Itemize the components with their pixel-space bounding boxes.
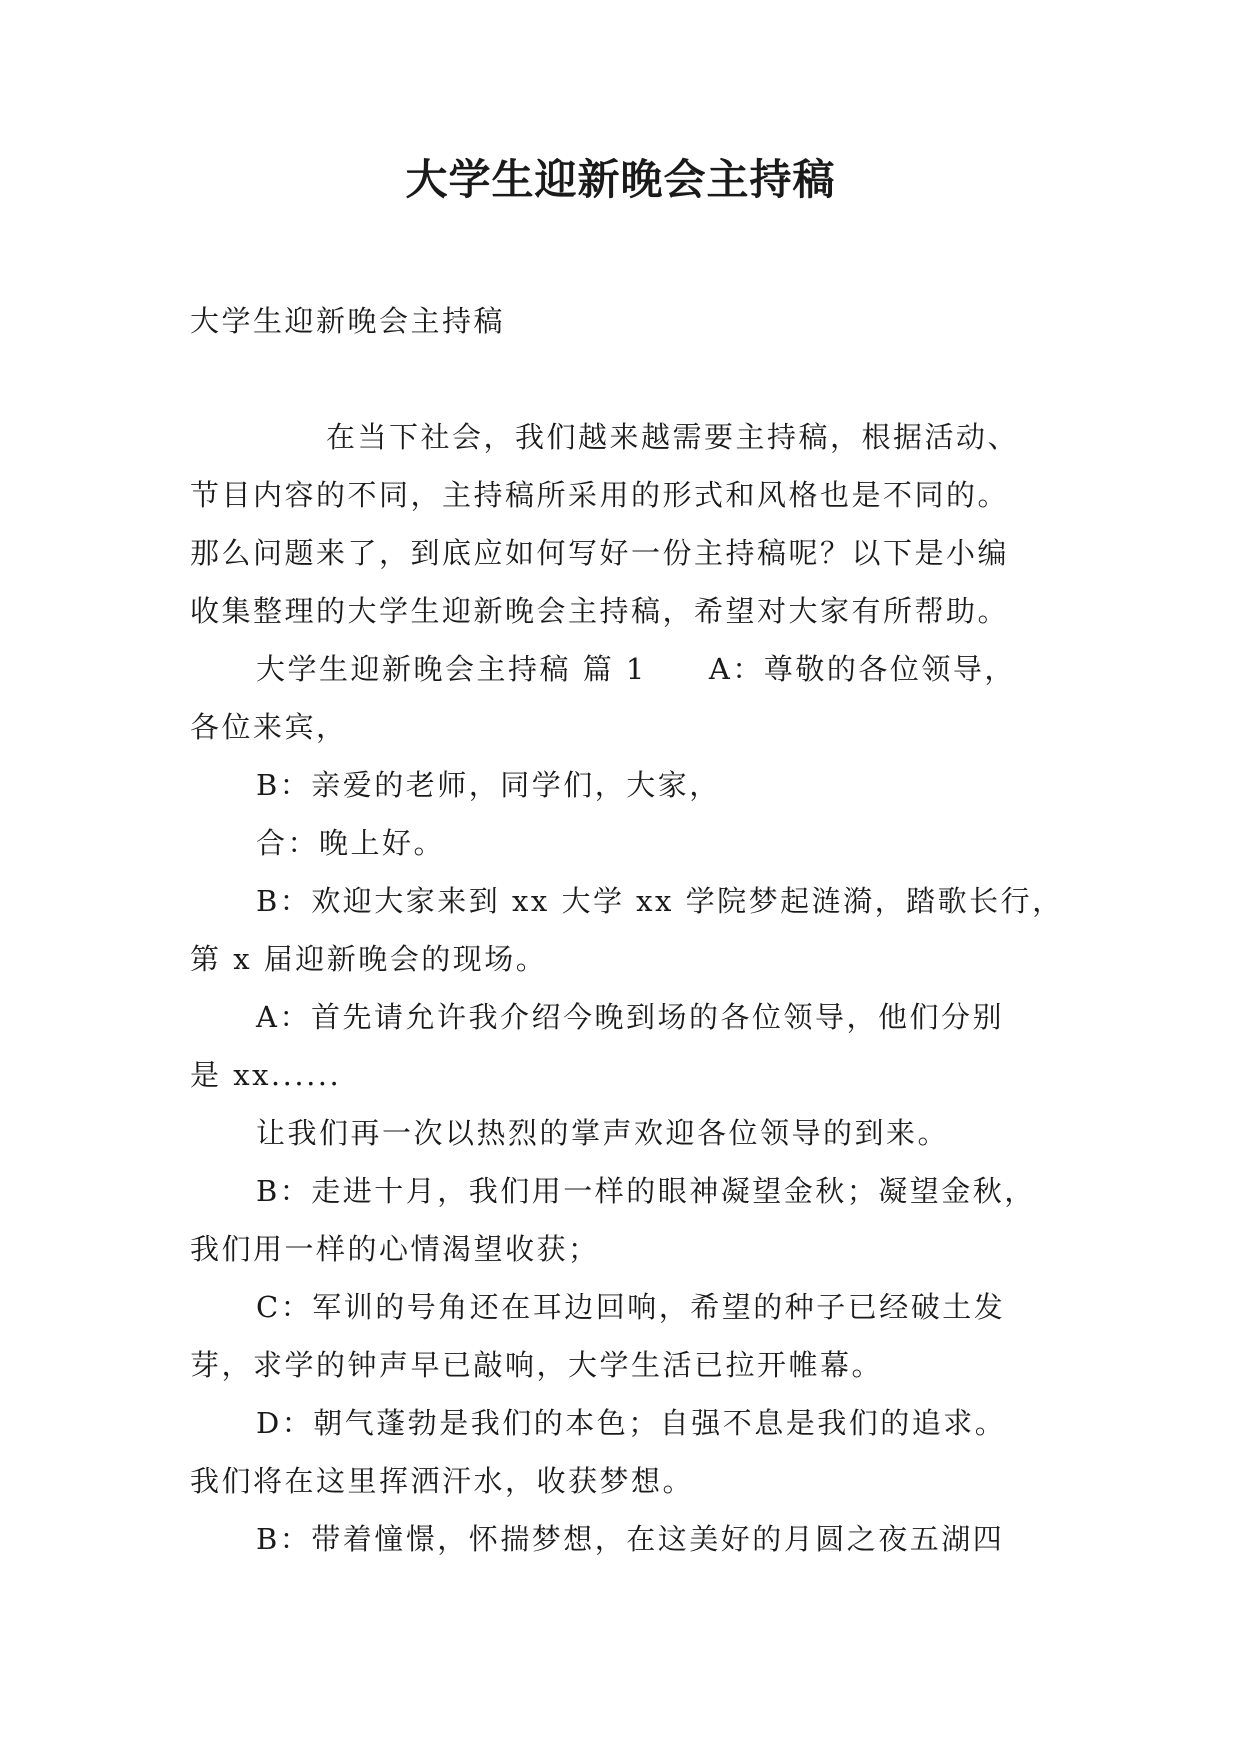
intro-line-3: 那么问题来了，到底应如何写好一份主持稿呢？以下是小编 — [190, 536, 1010, 570]
section-heading: 大学生迎新晚会主持稿 篇 1 — [256, 652, 647, 686]
paragraph-line: 各位来宾， — [190, 710, 348, 744]
section-heading-line — [190, 640, 1070, 698]
paragraph-line: C：军训的号角还在耳边回响，希望的种子已经破土发 — [256, 1290, 1006, 1324]
document-title: 大学生迎新晚会主持稿 — [405, 155, 836, 204]
intro-line-2: 节目内容的不同，主持稿所采用的形式和风格也是不同的。 — [190, 478, 1010, 512]
document-body — [190, 292, 1070, 1568]
paragraph-line: 合：晚上好。 — [256, 826, 446, 860]
paragraph-line: B：欢迎大家来到 xx 大学 xx 学院梦起涟漪，踏歌长行， — [256, 884, 1064, 918]
paragraph-line: 我们用一样的心情渴望收获； — [190, 1232, 600, 1266]
paragraph-line: 第 x 届迎新晚会的现场。 — [190, 942, 548, 976]
section-first-line: A：尊敬的各位领导， — [708, 652, 1016, 686]
paragraph-line: B：亲爱的老师，同学们，大家， — [256, 768, 721, 802]
document-subtitle: 大学生迎新晚会主持稿 — [190, 304, 506, 338]
paragraph-line: 我们将在这里挥洒汗水，收获梦想。 — [190, 1464, 695, 1498]
intro-line-1: 在当下社会，我们越来越需要主持稿，根据活动、 — [326, 420, 1020, 454]
paragraph-line: 芽，求学的钟声早已敲响，大学生活已拉开帷幕。 — [190, 1348, 884, 1382]
paragraph-line: 是 xx...... — [190, 1058, 342, 1092]
paragraph-line: D：朝气蓬勃是我们的本色；自强不息是我们的追求。 — [256, 1406, 1007, 1440]
paragraph-line: 让我们再一次以热烈的掌声欢迎各位领导的到来。 — [256, 1116, 950, 1150]
paragraph-line: A：首先请允许我介绍今晚到场的各位领导，他们分别 — [256, 1000, 1004, 1034]
blank-line — [190, 350, 1070, 408]
paragraph-line: B：走进十月，我们用一样的眼神凝望金秋；凝望金秋， — [256, 1174, 1036, 1208]
intro-line-4: 收集整理的大学生迎新晚会主持稿，希望对大家有所帮助。 — [190, 594, 1010, 628]
paragraph-line: B：带着憧憬，怀揣梦想，在这美好的月圆之夜五湖四 — [256, 1522, 1005, 1556]
